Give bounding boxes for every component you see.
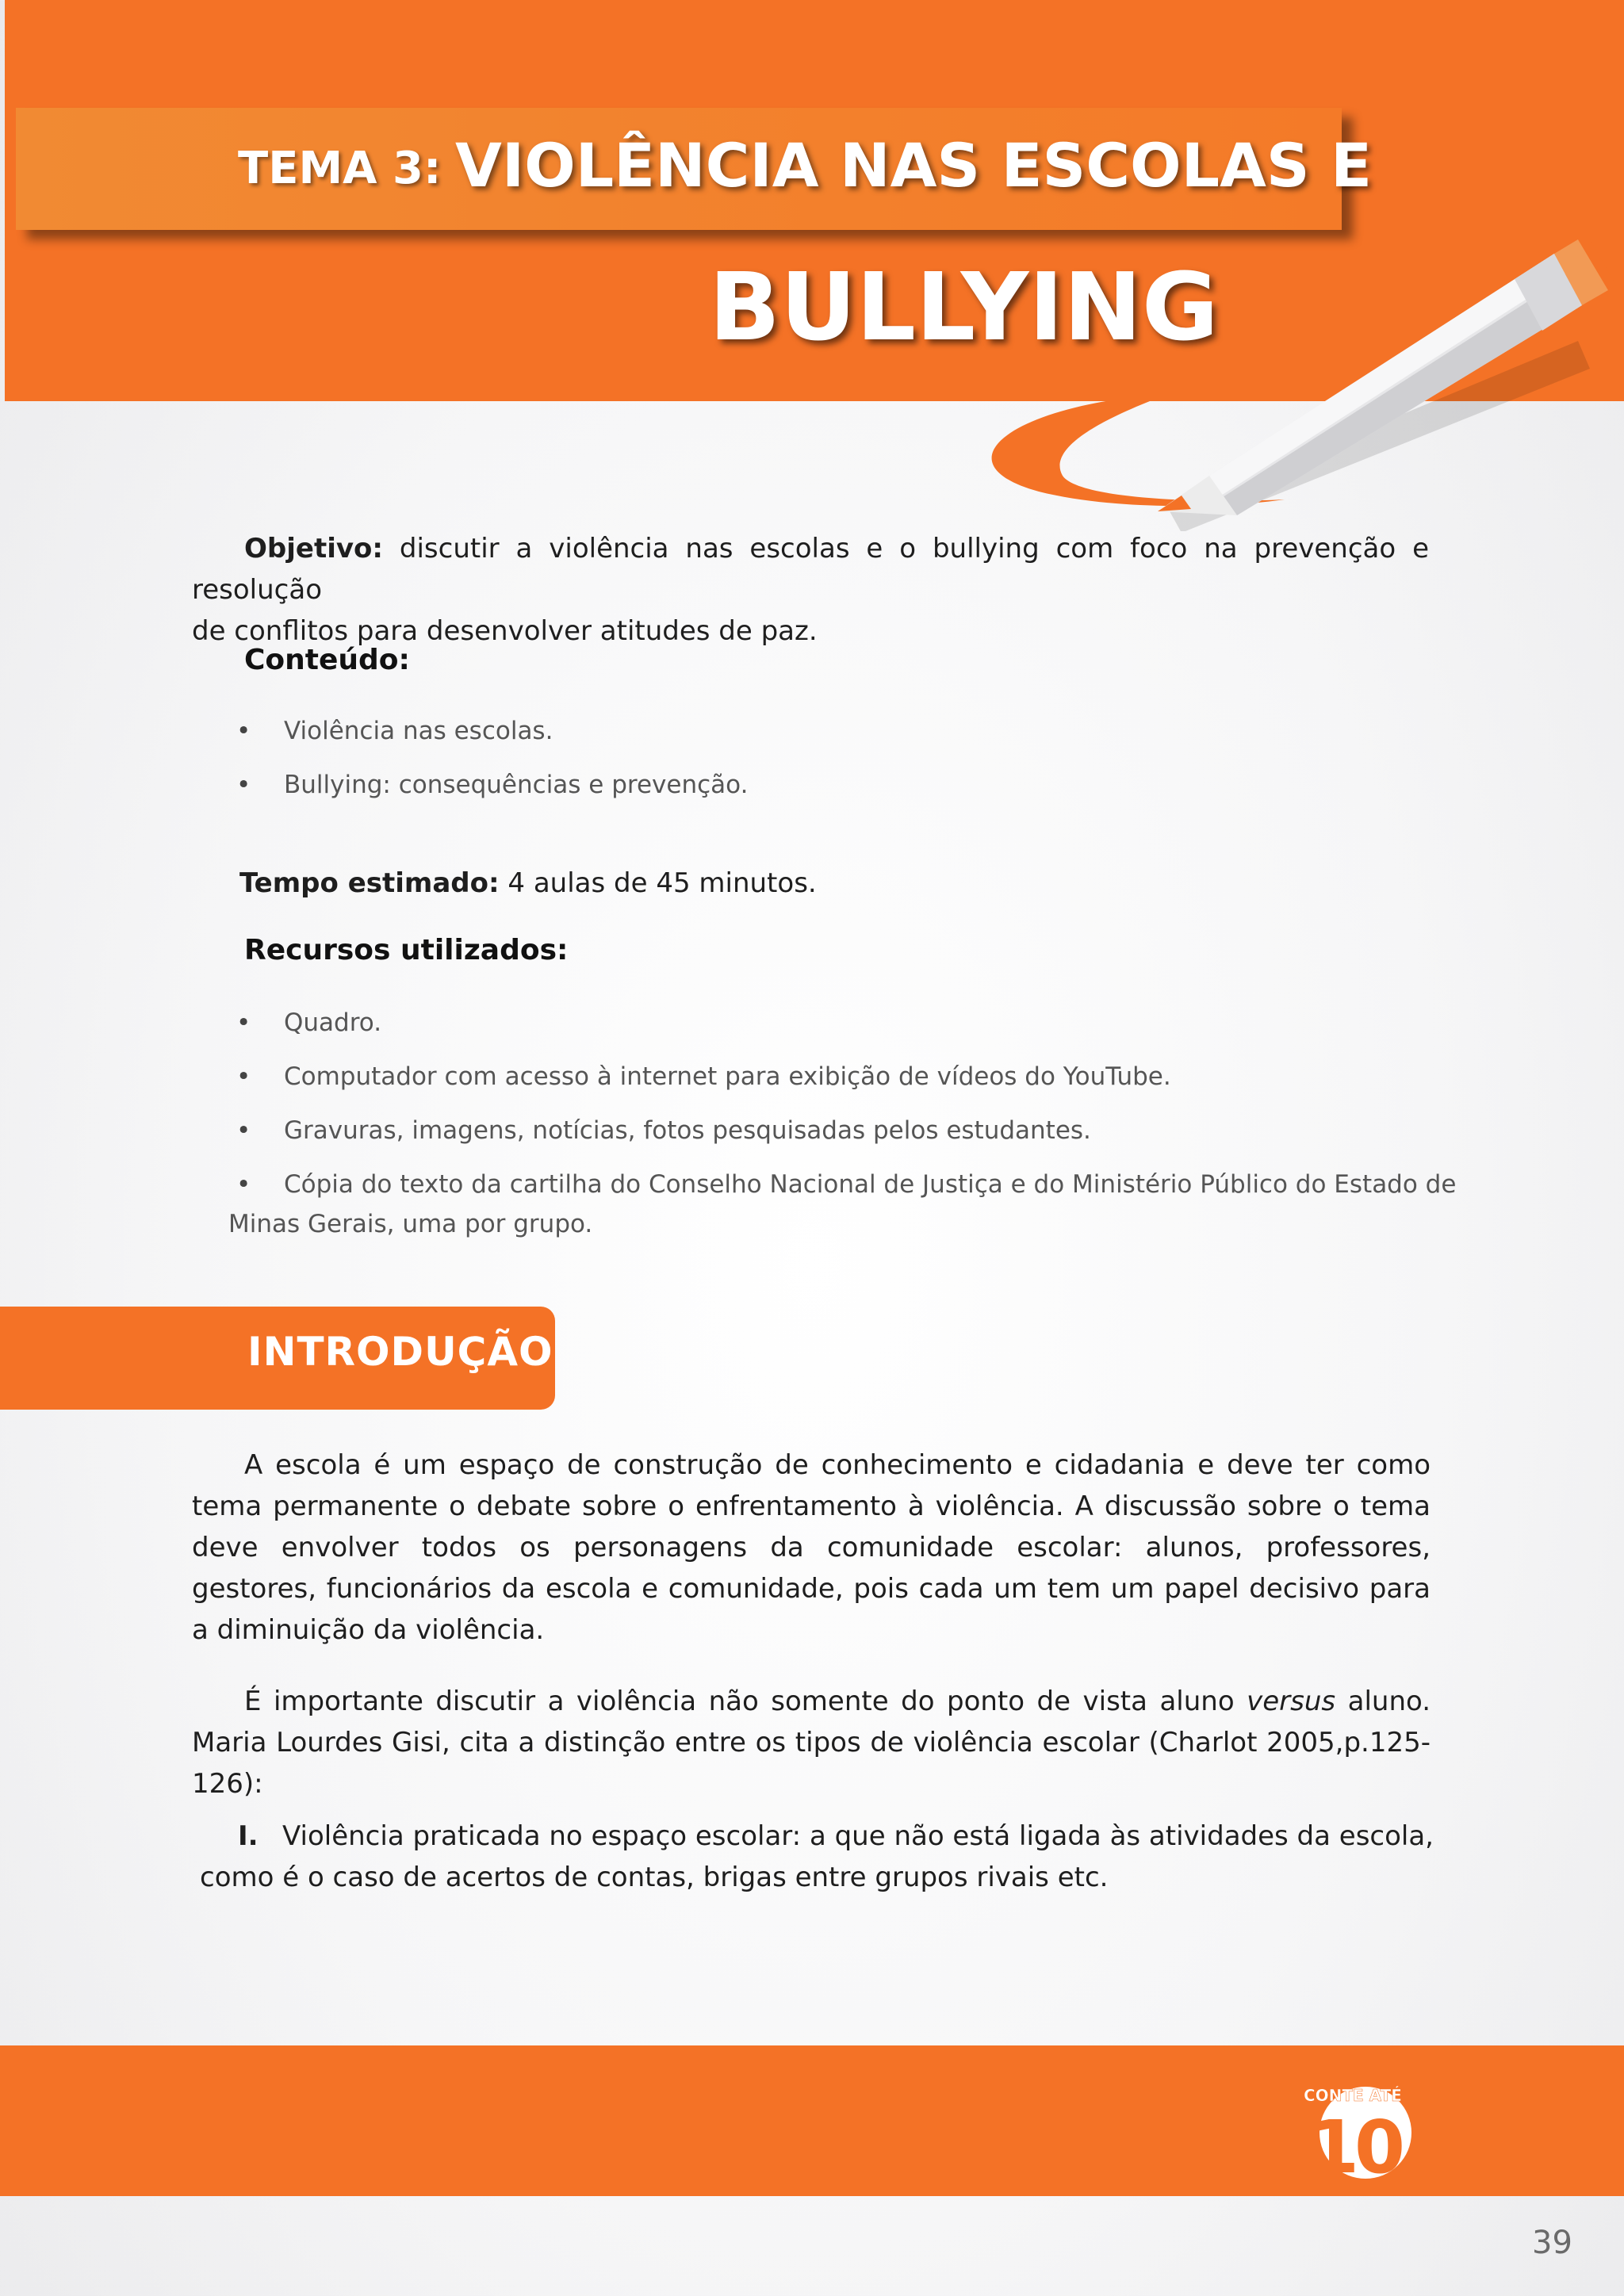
intro-paragraph-1: A escola é um espaço de construção de conhecimento e cidadania e deve ter como tema permanente o debate sobre o enfrentamento à violência. A discussão sobre o tema deve envolver todos os personagens da comunidade escolar: alunos, professores, gestores, funcionários da escola e comunidade, pois cada um tem um papel decisivo para a diminuição da violência.: [192, 1449, 1431, 1646]
logo-text-10: 10: [1308, 2105, 1401, 2180]
objetivo-text: discutir a violência nas escolas e o bullying com foco na prevenção e resolução: [192, 533, 1429, 606]
tempo-text: 4 aulas de 45 minutos.: [499, 867, 817, 899]
objetivo-text-line2: de conflitos para desenvolver atitudes de paz.: [192, 615, 818, 647]
intro-paragraph-2-part2: aluno. Maria Lourdes Gisi, cita a distinção entre os tipos de violência escolar (Charlot 2005,p.125-126):: [192, 1686, 1431, 1800]
conteudo-label: Conteúdo:: [244, 644, 410, 676]
objetivo-paragraph: [192, 528, 1429, 652]
intro-item-1: [200, 1816, 1437, 1898]
intro-item-1-text-line2: como é o caso de acertos de contas, brigas entre grupos rivais etc.: [200, 1862, 1109, 1893]
objetivo-label: Objetivo:: [244, 533, 383, 564]
intro-item-1-text: Violência praticada no espaço escolar: a que não está ligada às atividades da escola,: [282, 1820, 1434, 1852]
intro-paragraph-2-part1: É importante discutir a violência não somente do ponto de vista aluno: [244, 1686, 1247, 1717]
logo-text-top: CONTE ATÉ: [1304, 2086, 1402, 2105]
list-item: • Quadro.: [236, 1008, 382, 1037]
intro-item-1-number: I.: [238, 1820, 259, 1852]
list-item: • Computador com acesso à internet para exibição de vídeos do YouTube.: [236, 1062, 1171, 1091]
page-title-bullying: BULLYING: [709, 252, 1219, 362]
page-title: VIOLÊNCIA NAS ESCOLAS E: [455, 130, 1372, 201]
intro-paragraph-2-italic: versus: [1247, 1686, 1336, 1717]
conte-ate-10-logo: [1300, 2077, 1435, 2180]
section-heading-introducao: INTRODUÇÃO: [247, 1329, 553, 1375]
page-number: 39: [1532, 2225, 1572, 2261]
intro-paragraph-2: [192, 1681, 1431, 1804]
list-item-continuation: Minas Gerais, uma por grupo.: [228, 1210, 593, 1238]
tempo-label: Tempo estimado:: [239, 867, 500, 899]
recursos-label: Recursos utilizados:: [244, 934, 569, 966]
tempo-estimado: [239, 863, 817, 904]
list-item: • Gravuras, imagens, notícias, fotos pesquisadas pelos estudantes.: [236, 1116, 1091, 1145]
list-item: • Cópia do texto da cartilha do Conselho Nacional de Justiça e do Ministério Público do Estado de: [236, 1170, 1457, 1199]
pencil-illustration: [944, 238, 1624, 531]
list-item: • Bullying: consequências e prevenção.: [236, 771, 749, 799]
tema-label: TEMA 3:: [238, 143, 442, 194]
list-item: • Violência nas escolas.: [236, 717, 553, 745]
